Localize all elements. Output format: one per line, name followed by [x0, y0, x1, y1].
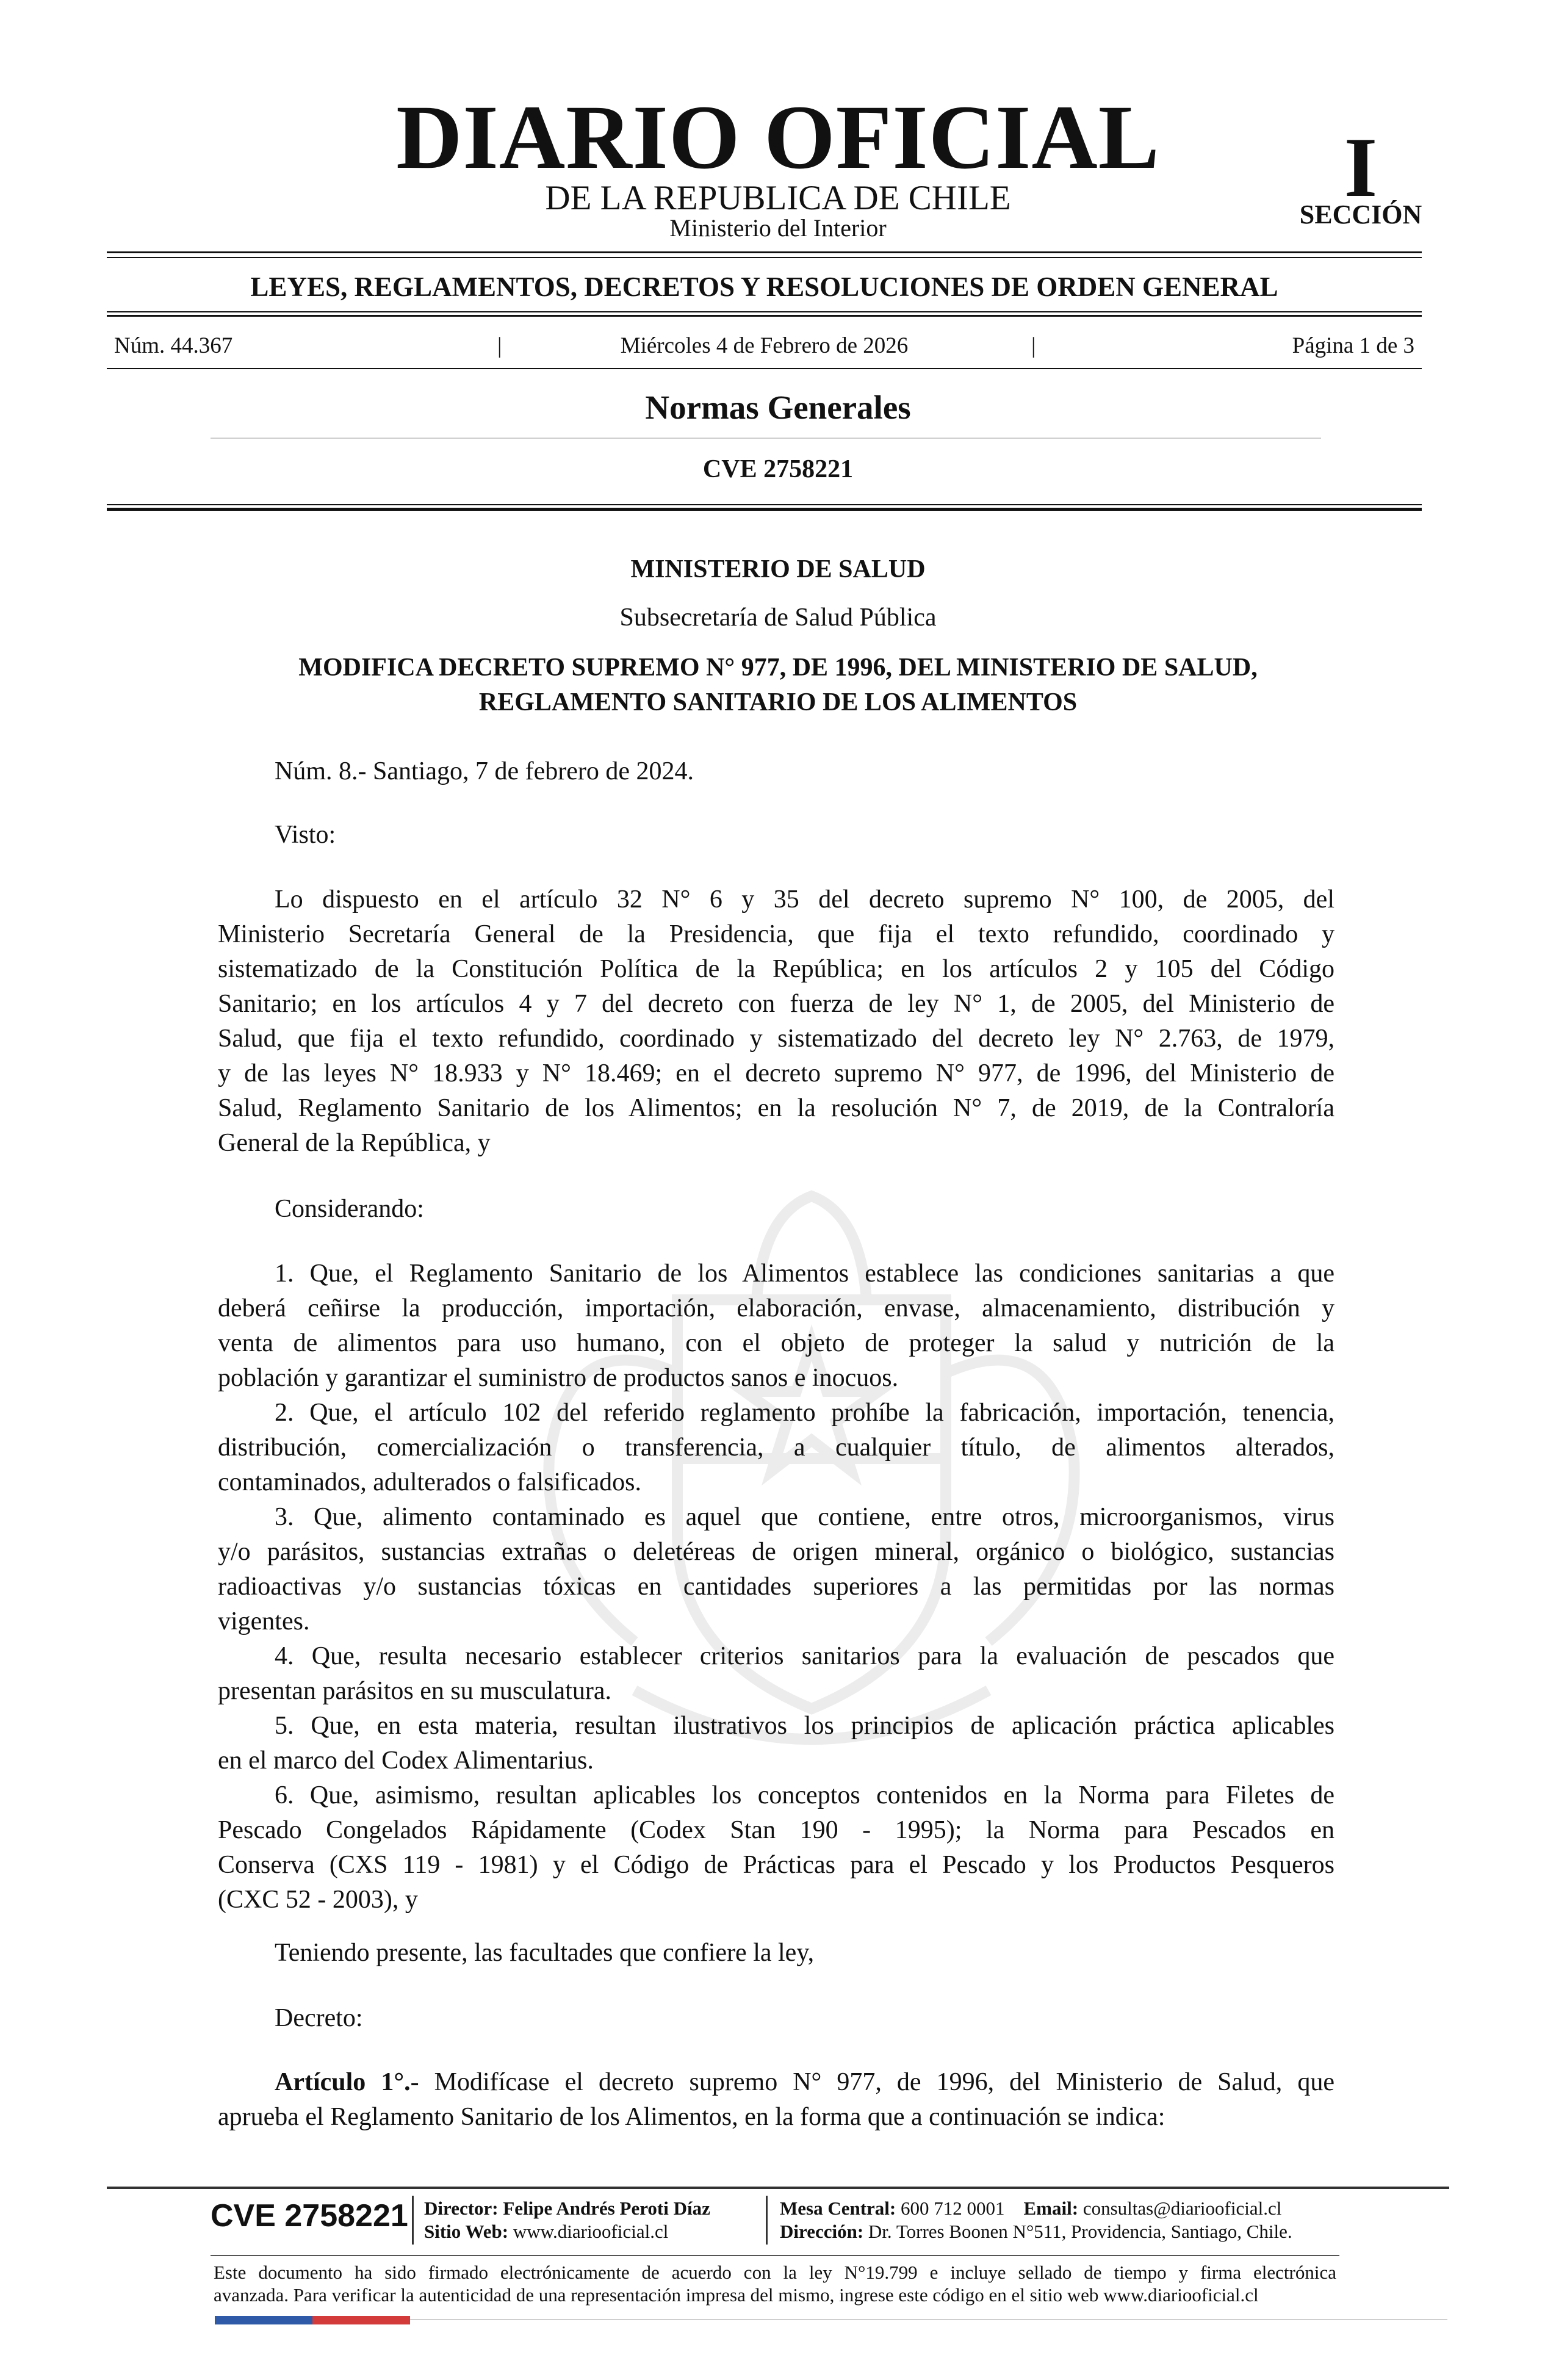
text-line: radioactivas y/o sustancias tóxicas en cantidades superiores a las permitidas por las normas: [218, 1573, 1334, 1601]
footer-cve-code: CVE 2758221: [211, 2198, 408, 2234]
header-rule-mid-2: [107, 315, 1422, 317]
section-title: Normas Generales: [645, 389, 911, 426]
text-line: Salud, que fija el texto refundido, coordinado y sistematizado del decreto ley N° 2.763, de 1979,: [218, 1025, 1334, 1053]
page-indicator: Página 1 de 3: [1292, 333, 1414, 358]
doc-title-line-2: REGLAMENTO SANITARIO DE LOS ALIMENTOS: [478, 688, 1078, 716]
text-line: Lo dispuesto en el artículo 32 N° 6 y 35 del decreto supremo N° 100, de 2005, del: [275, 885, 1334, 914]
footer-bottom-rule: [410, 2319, 1447, 2320]
issue-date: Miércoles 4 de Febrero de 2026: [620, 333, 909, 358]
text-line: sistematizado de la Constitución Política de la República; en los artículos 2 y 105 del Código: [218, 955, 1334, 983]
body-top-rule-1: [107, 504, 1422, 505]
director-label: Director:: [424, 2198, 499, 2219]
articulo-text: Modifícase el decreto supremo N° 977, de 1996, del Ministerio de Salud, que: [419, 2068, 1334, 2096]
text-line: 4. Que, resulta necesario establecer criterios sanitarios para la evaluación de pescados que: [275, 1642, 1334, 1670]
considerando-label: Considerando:: [275, 1195, 424, 1223]
flag-stripe-blue: [215, 2316, 312, 2324]
body-top-rule-2: [107, 508, 1422, 511]
text-line: y/o parásitos, sustancias extrañas o deletéreas de origen mineral, orgánico o biológico, sustancias: [218, 1538, 1334, 1566]
site-label: Sitio Web:: [424, 2221, 509, 2242]
issue-number: Núm. 44.367: [114, 333, 233, 358]
articulo-paragraph: [218, 2065, 1334, 2135]
footer-contact: [780, 2197, 1281, 2220]
text-line: Ministerio Secretaría General de la Presidencia, que fija el texto refundido, coordinado y: [218, 920, 1334, 948]
text-line: aprueba el Reglamento Sanitario de los Alimentos, en la forma que a continuación se indica:: [218, 2103, 1165, 2131]
decreto-label: Decreto:: [275, 2004, 363, 2032]
text-line: contaminados, adulterados o falsificados.: [218, 1468, 641, 1496]
text-line: 1. Que, el Reglamento Sanitario de los Alimentos establece las condiciones sanitarias a que: [275, 1260, 1334, 1288]
section-number: I: [1344, 120, 1378, 215]
text-line: Sanitario; en los artículos 4 y 7 del decreto con fuerza de ley N° 1, de 2005, del Ministerio de: [218, 990, 1334, 1018]
text-line: (CXC 52 - 2003), y: [218, 1886, 418, 1914]
meta-separator: |: [497, 333, 502, 358]
text-line: General de la República, y: [218, 1129, 491, 1157]
header-rule-top-1: [107, 251, 1422, 253]
articulo-label: Artículo 1°.-: [275, 2068, 419, 2096]
doc-title-line-1: MODIFICA DECRETO SUPREMO N° 977, DE 1996, DEL MINISTERIO DE SALUD,: [298, 654, 1258, 682]
flag-stripe-red: [312, 2316, 410, 2324]
doc-subsecretaria: Subsecretaría de Salud Pública: [619, 604, 937, 632]
text-line: 6. Que, asimismo, resultan aplicables los conceptos contenidos en la Norma para Filetes de: [275, 1781, 1334, 1809]
text-line: 3. Que, alimento contaminado es aquel que contiene, entre otros, microorganismos, virus: [275, 1503, 1334, 1531]
footer-legal-notice: [214, 2261, 1336, 2306]
site-link[interactable]: www.diariooficial.cl: [513, 2221, 669, 2242]
text-line: vigentes.: [218, 1607, 310, 1635]
visto-label: Visto:: [275, 821, 336, 849]
meta-rule: [107, 368, 1422, 369]
considerando-paragraph: [218, 1257, 1334, 1917]
footer-rule-inner: [211, 2255, 1339, 2256]
text-line: Conserva (CXS 119 - 1981) y el Código de Prácticas para el Pescado y los Productos Pesqueros: [218, 1851, 1334, 1879]
text-line: Pescado Congelados Rápidamente (Codex Stan 190 - 1995); la Norma para Pescados en: [218, 1816, 1334, 1844]
footer-rule: [107, 2187, 1449, 2189]
decree-number: Núm. 8.- Santiago, 7 de febrero de 2024.: [275, 757, 694, 785]
text-line: [218, 2065, 1334, 2100]
footer-director: [424, 2197, 710, 2220]
text-line: 5. Que, en esta materia, resultan ilustrativos los principios de aplicación práctica aplicables: [275, 1712, 1334, 1740]
phone-value: 600 712 0001: [901, 2198, 1005, 2219]
director-name: Felipe Andrés Peroti Díaz: [503, 2198, 710, 2219]
cve-code: CVE 2758221: [702, 455, 854, 483]
text-line: en el marco del Codex Alimentarius.: [218, 1747, 594, 1775]
section-label: SECCIÓN: [1299, 200, 1422, 229]
header-rule-top-2: [107, 257, 1422, 258]
legal-line: avanzada. Para verificar la autenticidad de una representación impresa del mismo, ingrese este código en el sitio web www.diariooficial.cl: [214, 2284, 1259, 2306]
masthead-title: DIARIO OFICIAL: [396, 87, 1160, 188]
text-line: distribución, comercialización o transferencia, a cualquier título, de alimentos alterados,: [218, 1433, 1334, 1462]
phone-label: Mesa Central:: [780, 2198, 896, 2219]
masthead-subtitle: DE LA REPUBLICA DE CHILE: [545, 179, 1011, 217]
footer-site: [424, 2220, 668, 2243]
text-line: Salud, Reglamento Sanitario de los Alimentos; en la resolución N° 7, de 2019, de la Contraloría: [218, 1094, 1334, 1122]
text-line: presentan parásitos en su musculatura.: [218, 1677, 611, 1705]
text-line: población y garantizar el suministro de productos sanos e inocuos.: [218, 1364, 899, 1392]
address-value: Dr. Torres Boonen N°511, Providencia, Santiago, Chile.: [868, 2221, 1292, 2242]
visto-paragraph: [218, 882, 1334, 1161]
category-heading: LEYES, REGLAMENTOS, DECRETOS Y RESOLUCIONES DE ORDEN GENERAL: [250, 272, 1278, 302]
masthead-ministry: Ministerio del Interior: [669, 214, 887, 242]
address-label: Dirección:: [780, 2221, 864, 2242]
footer-divider: [412, 2196, 414, 2245]
text-line: 2. Que, el artículo 102 del referido reglamento prohíbe la fabricación, importación, tenencia,: [275, 1399, 1334, 1427]
footer-address: [780, 2220, 1292, 2243]
text-line: deberá ceñirse la producción, importación, elaboración, envase, almacenamiento, distribución y: [218, 1294, 1334, 1322]
text-line: y de las leyes N° 18.933 y N° 18.469; en el decreto supremo N° 977, de 1996, del Ministerio de: [218, 1059, 1334, 1087]
teniendo-presente: Teniendo presente, las facultades que confiere la ley,: [275, 1939, 815, 1967]
footer-divider: [766, 2196, 768, 2245]
doc-ministry: MINISTERIO DE SALUD: [630, 555, 926, 583]
email-label: Email:: [1023, 2198, 1079, 2219]
header-rule-mid-1: [107, 311, 1422, 312]
section-title-underline: [211, 438, 1321, 439]
email-link[interactable]: consultas@diariooficial.cl: [1082, 2198, 1282, 2219]
legal-line: Este documento ha sido firmado electrónicamente de acuerdo con la ley N°19.799 e incluye sellado de tiempo y firma electrónica: [214, 2262, 1336, 2283]
meta-separator: |: [1031, 333, 1036, 358]
text-line: venta de alimentos para uso humano, con el objeto de proteger la salud y nutrición de la: [218, 1329, 1334, 1357]
